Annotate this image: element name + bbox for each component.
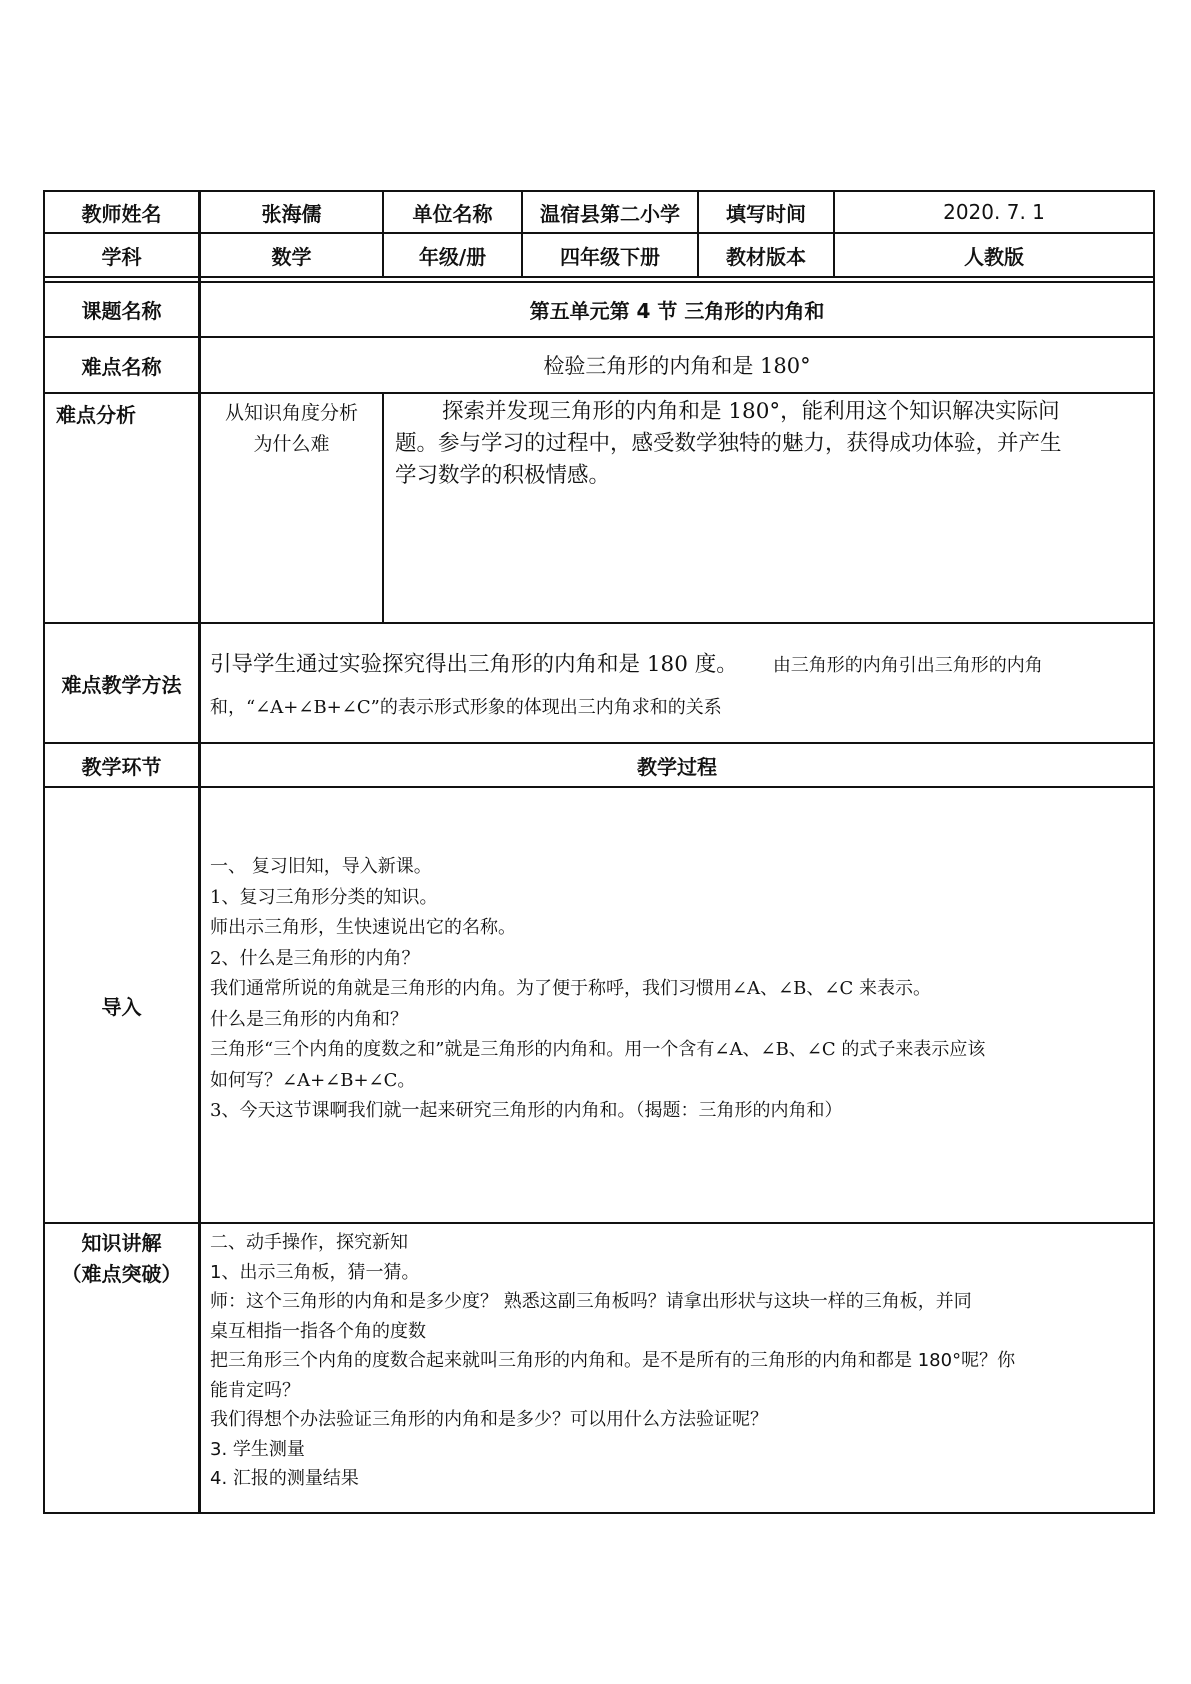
analysis-text xyxy=(395,396,1150,492)
intro-line: 一、 复习旧知，导入新课。 xyxy=(210,856,432,877)
intro-line: 我们通常所说的角就是三角形的内角。为了便于称呼，我们习惯用∠A、∠B、∠C 来表示。 xyxy=(210,978,931,999)
knowledge-label xyxy=(45,1228,198,1290)
row-divider xyxy=(43,1222,1155,1224)
col-divider xyxy=(382,392,384,624)
intro-label: 导入 xyxy=(101,994,142,1019)
difficulty-value: 检验三角形的内角和是 180° xyxy=(543,354,811,378)
method-line: 由三角形的内角引出三角形的内角 xyxy=(772,655,1043,676)
edition-label: 教材版本 xyxy=(726,244,806,269)
knowledge-line: 能肯定吗？ xyxy=(210,1379,300,1401)
row-divider xyxy=(43,622,1155,624)
knowledge-content xyxy=(210,1228,1150,1494)
knowledge-line: 1、出示三角板，猜一猜。 xyxy=(210,1261,420,1283)
date-value: 2020. 7. 1 xyxy=(943,200,1045,224)
knowledge-line: 二、动手操作，探究新知 xyxy=(210,1232,408,1253)
analysis-line: 探索并发现三角形的内角和是 180°，能利用这个知识解决实际问 xyxy=(442,399,1060,424)
knowledge-line: 师：这个三角形的内角和是多少度？ 熟悉这副三角板吗？请拿出形状与这块一样的三角板，并同 xyxy=(210,1291,972,1312)
intro-line: 3、今天这节课啊我们就一起来研究三角形的内角和。（揭题：三角形的内角和） xyxy=(210,1100,843,1121)
teacher-name: 张海儒 xyxy=(261,201,322,226)
analysis-label: 难点分析 xyxy=(56,403,136,427)
stage-header: 教学环节 xyxy=(81,754,162,779)
knowledge-line: 我们得想个办法验证三角形的内角和是多少？可以用什么方法验证呢？ xyxy=(210,1409,768,1430)
topic-label: 课题名称 xyxy=(81,299,162,323)
row-divider xyxy=(43,786,1155,788)
knowledge-label-line: 知识讲解 xyxy=(81,1231,162,1255)
process-header: 教学过程 xyxy=(637,754,717,779)
grade-label: 年级/册 xyxy=(418,244,487,269)
knowledge-line: 把三角形三个内角的度数合起来就叫三角形的内角和。是不是所有的三角形的内角和都是 180°呢？你 xyxy=(210,1350,1016,1371)
analysis-sublabel-line: 从知识角度分析 xyxy=(224,402,358,424)
knowledge-label-line: （难点突破） xyxy=(61,1262,182,1286)
method-label: 难点教学方法 xyxy=(61,672,182,697)
method-line: 引导学生通过实验探究得出三角形的内角和是 180 度。 xyxy=(210,652,738,677)
method-line: 和，“∠A+∠B+∠C”的表示形式形象的体现出三内角求和的关系 xyxy=(210,697,722,718)
intro-content xyxy=(210,852,1150,1127)
analysis-line: 学习数学的积极情感。 xyxy=(395,463,611,488)
knowledge-line: 3. 学生测量 xyxy=(210,1438,305,1460)
knowledge-line: 4. 汇报的测量结果 xyxy=(210,1468,359,1489)
intro-line: 1、复习三角形分类的知识。 xyxy=(210,886,438,908)
row-divider xyxy=(43,392,1155,394)
analysis-sublabel xyxy=(201,398,382,460)
edition-value: 人教版 xyxy=(964,244,1024,269)
grade-value: 四年级下册 xyxy=(560,244,660,269)
intro-line: 如何写？∠A+∠B+∠C。 xyxy=(210,1069,416,1091)
analysis-sublabel-line: 为什么难 xyxy=(253,433,330,455)
intro-line: 师出示三角形，生快速说出它的名称。 xyxy=(210,917,516,938)
topic-value: 第五单元第 4 节 三角形的内角和 xyxy=(529,299,825,323)
subject-value: 数学 xyxy=(271,244,312,269)
date-label: 填写时间 xyxy=(726,201,806,226)
unit-label: 单位名称 xyxy=(412,201,493,226)
difficulty-label: 难点名称 xyxy=(81,354,162,379)
row-divider xyxy=(43,276,1155,278)
method-text xyxy=(210,650,1150,723)
intro-line: 2、什么是三角形的内角？ xyxy=(210,947,420,969)
intro-line: 什么是三角形的内角和？ xyxy=(210,1008,408,1030)
subject-label: 学科 xyxy=(101,244,142,269)
teacher-label: 教师姓名 xyxy=(81,201,162,226)
unit-name: 温宿县第二小学 xyxy=(540,201,680,226)
analysis-line: 题。参与学习的过程中，感受数学独特的魅力，获得成功体验，并产生 xyxy=(395,431,1062,456)
intro-line: 三角形“三个内角的度数之和”就是三角形的内角和。用一个含有∠A、∠B、∠C 的式子来表示应该 xyxy=(210,1039,986,1060)
knowledge-line: 桌互相指一指各个角的度数 xyxy=(210,1320,426,1342)
